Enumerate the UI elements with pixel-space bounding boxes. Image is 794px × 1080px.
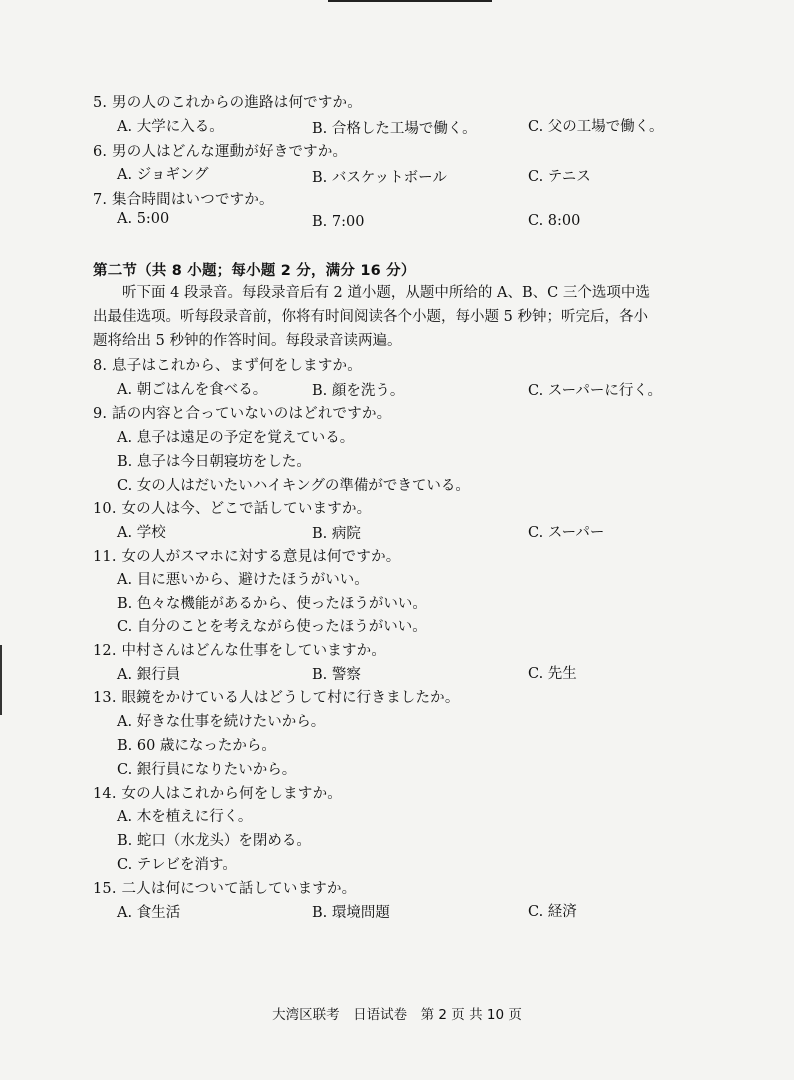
q12-option-c: C. 先生 <box>528 666 577 682</box>
q8-option-a: A. 朝ごはんを食べる。 <box>117 382 268 398</box>
question-12: 12. 中村さんはどんな仕事をしていますか。 <box>93 643 387 659</box>
question-13: 13. 眼鏡をかけている人はどうして村に行きましたか。 <box>93 690 460 706</box>
q6-option-c: C. テニス <box>528 169 591 185</box>
q10-option-a: A. 学校 <box>117 525 166 541</box>
q11-option-b: B. 色々な機能があるから、使ったほうがいい。 <box>117 596 427 612</box>
instruction-line-1: 听下面 4 段录音。每段录音后有 2 道小题，从题中所给的 A、B、C 三个选项中选 <box>122 285 650 301</box>
q9-option-c: C. 女の人はだいたいハイキングの準備ができている。 <box>117 478 470 494</box>
question-7: 7. 集合時間はいつですか。 <box>93 192 274 208</box>
q7-option-b: B. 7:00 <box>312 214 365 230</box>
q5-option-a: A. 大学に入る。 <box>117 119 224 135</box>
question-6: 6. 男の人はどんな運動が好きですか。 <box>93 144 348 160</box>
q6-option-a: A. ジョギング <box>117 167 209 183</box>
question-8: 8. 息子はこれから、まず何をしますか。 <box>93 358 362 374</box>
q14-option-c: C. テレビを消す。 <box>117 857 237 873</box>
q13-option-a: A. 好きな仕事を続けたいから。 <box>117 714 326 730</box>
q11-option-c: C. 自分のことを考えながら使ったほうがいい。 <box>117 619 427 635</box>
q8-option-c: C. スーパーに行く。 <box>528 383 663 399</box>
instruction-line-2: 出最佳选项。听每段录音前，你将有时间阅读各个小题，每小题 5 秒钟；听完后，各小 <box>93 309 648 325</box>
page-footer: 大湾区联考 日语试卷 第 2 页 共 10 页 <box>272 1007 522 1023</box>
question-9: 9. 話の内容と合っていないのはどれですか。 <box>93 406 392 422</box>
q9-option-a: A. 息子は遠足の予定を覚えている。 <box>117 430 355 446</box>
q8-option-b: B. 顔を洗う。 <box>312 383 405 399</box>
q5-option-c: C. 父の工場で働く。 <box>528 119 664 135</box>
question-15: 15. 二人は何について話していますか。 <box>93 881 357 897</box>
q7-option-a: A. 5:00 <box>117 211 170 227</box>
section-2-instructions <box>93 281 693 353</box>
q5-option-b: B. 合格した工場で働く。 <box>312 121 477 137</box>
section-2-title: 第二节（共 8 小题；每小题 2 分，满分 16 分） <box>93 263 416 279</box>
q10-option-c: C. スーパー <box>528 525 605 541</box>
instruction-line-3: 题将给出 5 秒钟的作答时间。每段录音读两遍。 <box>93 333 402 349</box>
q14-option-b: B. 蛇口（水龙头）を閉める。 <box>117 833 311 849</box>
question-11: 11. 女の人がスマホに対する意見は何ですか。 <box>93 549 401 565</box>
question-5: 5. 男の人のこれからの進路は何ですか。 <box>93 95 362 111</box>
q12-option-a: A. 銀行員 <box>117 667 181 683</box>
q15-option-c: C. 経済 <box>528 904 577 920</box>
question-10: 10. 女の人は今、どこで話していますか。 <box>93 501 372 517</box>
q11-option-a: A. 目に悪いから、避けたほうがいい。 <box>117 572 369 588</box>
question-14: 14. 女の人はこれから何をしますか。 <box>93 786 342 802</box>
q7-option-c: C. 8:00 <box>528 213 581 229</box>
q13-option-b: B. 60 歳になったから。 <box>117 738 276 754</box>
q12-option-b: B. 警察 <box>312 667 361 683</box>
q14-option-a: A. 木を植えに行く。 <box>117 809 253 825</box>
q6-option-b: B. バスケットボール <box>312 170 447 186</box>
q15-option-a: A. 食生活 <box>117 905 181 921</box>
q15-option-b: B. 環境問題 <box>312 905 390 921</box>
q9-option-b: B. 息子は今日朝寝坊をした。 <box>117 454 311 470</box>
q10-option-b: B. 病院 <box>312 526 361 542</box>
q13-option-c: C. 銀行員になりたいから。 <box>117 762 297 778</box>
